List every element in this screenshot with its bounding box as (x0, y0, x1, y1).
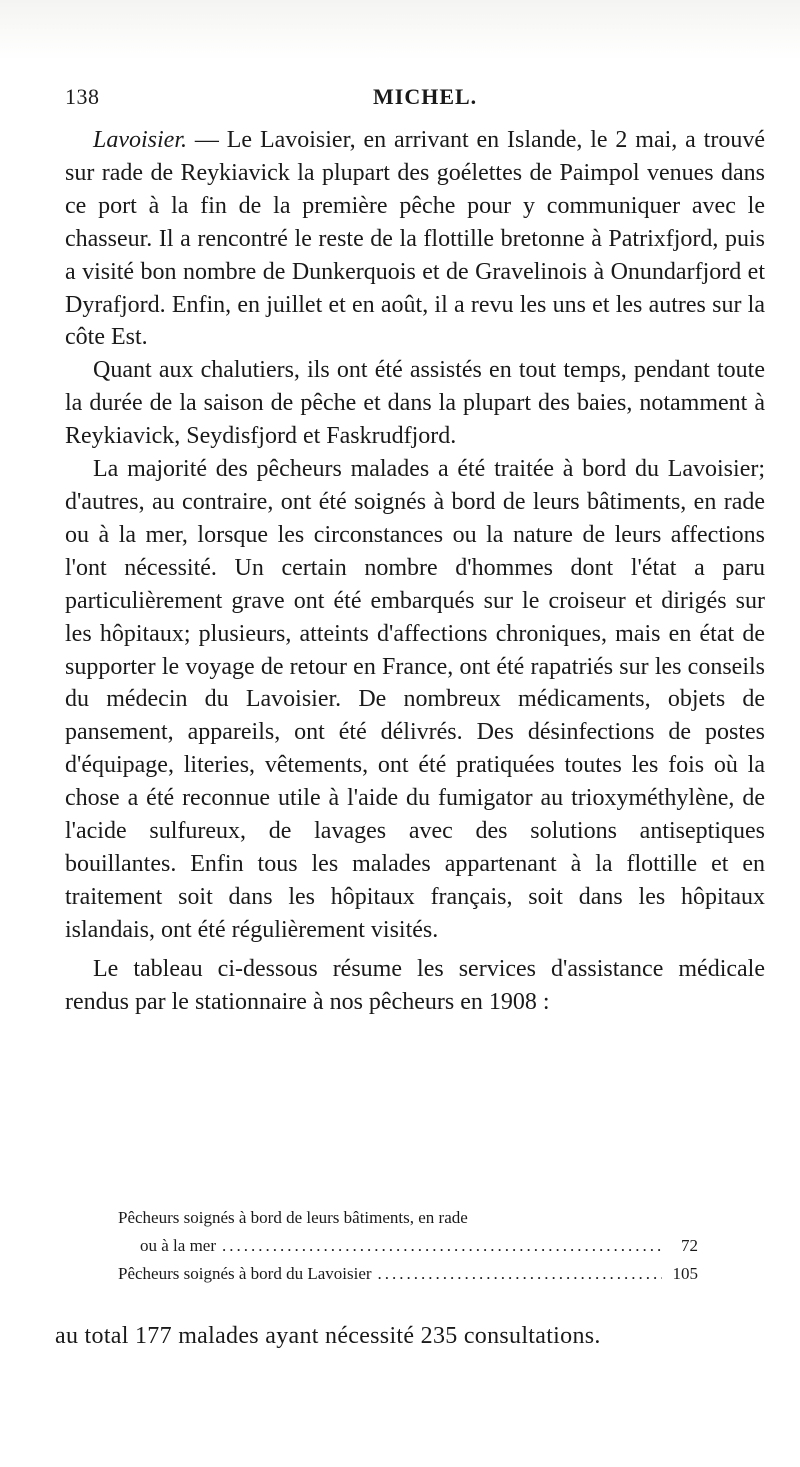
running-head: MICHEL. (373, 84, 478, 109)
table-row (118, 1232, 698, 1260)
paragraph-4: Le tableau ci-dessous résume les services d'assistance médicale rendus par le stationnaire à nos pêcheurs en 1908 : (65, 955, 765, 1015)
paragraph-3: La majorité des pêcheurs malades a été traitée à bord du Lavoisier; d'autres, au contraire, ont été soignés à bord de leurs bâtiments, en rade ou à la mer, lorsque les circonstances ou la nature de leurs affections l'ont nécessité. Un certain nombre d'hommes dont l'état a paru particulièrement grave ont été embarqués sur le croiseur et dirigés sur les hôpitaux; plusieurs, atteints d'affections chroniques, mais en état de supporter le voyage de retour en France, ont été rapatriés sur les conseils du médecin du Lavoisier. De nombreux médicaments, objets de pansement, appareils, ont été délivrés. Des désinfections de postes d'équipage, literies, vêtements, ont été pratiquées toutes les fois où la chose a été reconnue utile à l'aide du fumigator au trioxyméthylène, de l'acide sulfureux, de lavages avec des solutions antiseptiques bouillantes. Enfin tous les malades appartenant à la flottille et en traitement soit dans les hôpitaux français, soit dans les hôpitaux islandais, ont été régulièrement visités. (65, 456, 765, 943)
paragraph-1 (65, 124, 765, 354)
table-row-label: Pêcheurs soignés à bord de leurs bâtiments, en rade (118, 1208, 468, 1227)
closing-line: au total 177 malades ayant nécessité 235 consultations. (55, 1323, 601, 1349)
paragraph-2: Quant aux chalutiers, ils ont été assistés en tout temps, pendant toute la durée de la saison de pêche et dans la plupart des baies, notamment à Reykiavick, Seydisfjord et Faskrudfjord. (65, 357, 765, 450)
table-row (118, 1204, 698, 1232)
page-number: 138 (65, 84, 100, 109)
paragraph-lead: Lavoisier. (93, 127, 188, 153)
table-row-label: ou à la mer (140, 1236, 216, 1255)
table-row (118, 1260, 698, 1288)
table-row-label: Pêcheurs soignés à bord du Lavoisier (118, 1264, 372, 1283)
table-row-value: 105 (672, 1264, 698, 1283)
summary-table (118, 1204, 698, 1288)
body-text (65, 124, 765, 1018)
dot-leader (222, 1232, 662, 1260)
paragraph-1-text: — Le Lavoisier, en arrivant en Islande, le 2 mai, a trouvé sur rade de Reykiavick la plupart des goélettes de Paimpol venues dans ce port à la fin de la première pêche pour y communiquer avec le chasseur. Il a rencontré le reste de la flottille bretonne à Patrixfjord, puis a visité bon nombre de Dunkerquois et de Gravelinois à Onundarfjord et Dyrafjord. Enfin, en juillet et en août, il a revu les uns et les autres sur la côte Est. (65, 127, 765, 351)
dot-leader (378, 1260, 662, 1288)
table-row-value: 72 (681, 1236, 698, 1255)
page-header (65, 84, 765, 116)
